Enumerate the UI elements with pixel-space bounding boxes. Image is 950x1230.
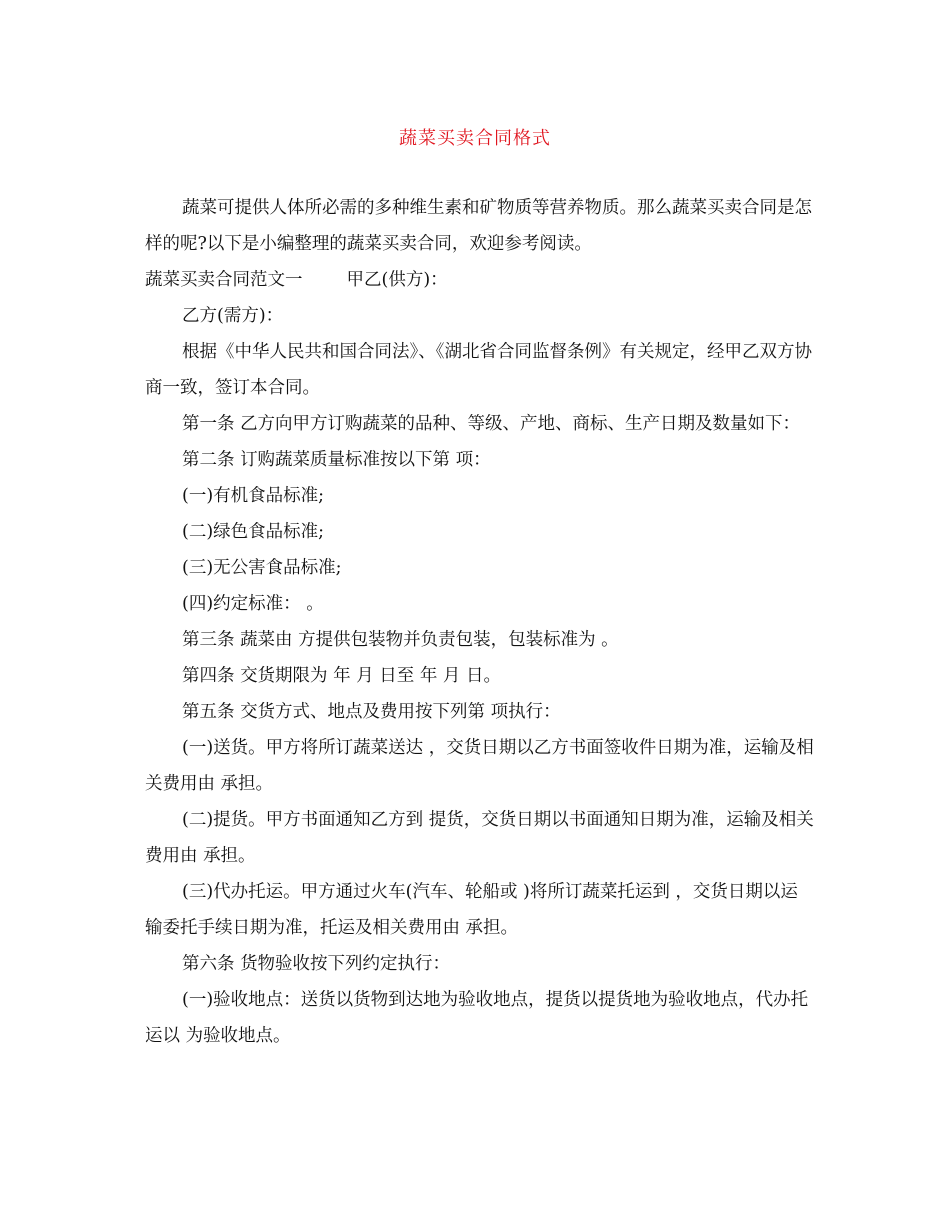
article-2-item: (三)无公害食品标准;: [182, 558, 342, 578]
party-a-label: 甲乙(供方)：: [346, 270, 448, 290]
basis-paragraph: 根据《中华人民共和国合同法》、《湖北省合同监督条例》有关规定，经甲乙双方协商一致，签订本合同。: [145, 342, 812, 398]
article-4: 第四条 交货期限为 年 月 日至 年 月 日。: [182, 666, 501, 686]
article-3: 第三条 蔬菜由 方提供包装物并负责包装，包装标准为 。: [182, 630, 619, 650]
sample-heading-line: [145, 262, 815, 298]
article-6: 第六条 货物验收按下列约定执行：: [182, 954, 451, 974]
article-2-item: (四)约定标准： 。: [182, 594, 324, 614]
article-5-item: (一)送货。甲方将所订蔬菜送达 ，交货日期以乙方书面签收件日期为准，运输及相关费用由 承担。: [145, 738, 814, 794]
party-b-label: 乙方(需方)：: [182, 306, 284, 326]
article-2: 第二条 订购蔬菜质量标准按以下第 项：: [182, 450, 491, 470]
intro-paragraph: 蔬菜可提供人体所必需的多种维生素和矿物质等营养物质。那么蔬菜买卖合同是怎样的呢?以下是小编整理的蔬菜买卖合同，欢迎参考阅读。: [145, 198, 812, 254]
article-6-item: (一)验收地点：送货以货物到达地为验收地点，提货以提货地为验收地点，代办托运以 为验收地点。: [145, 990, 809, 1046]
sample-heading: 蔬菜买卖合同范文一: [145, 270, 303, 290]
article-5-item: (二)提货。甲方书面通知乙方到 提货，交货日期以书面通知日期为准，运输及相关费用由 承担。: [145, 810, 814, 866]
article-2-item: (二)绿色食品标准;: [182, 522, 325, 542]
article-2-item: (一)有机食品标准;: [182, 486, 325, 506]
article-5-item: (三)代办托运。甲方通过火车(汽车、轮船或 )将所订蔬菜托运到 ，交货日期以运输委托手续日期为准，托运及相关费用由 承担。: [145, 882, 798, 938]
article-5: 第五条 交货方式、地点及费用按下列第 项执行：: [182, 702, 561, 722]
document-body: [145, 190, 815, 1054]
document-title: 蔬菜买卖合同格式: [399, 128, 551, 149]
article-1: 第一条 乙方向甲方订购蔬菜的品种、等级、产地、商标、生产日期及数量如下：: [182, 414, 801, 434]
